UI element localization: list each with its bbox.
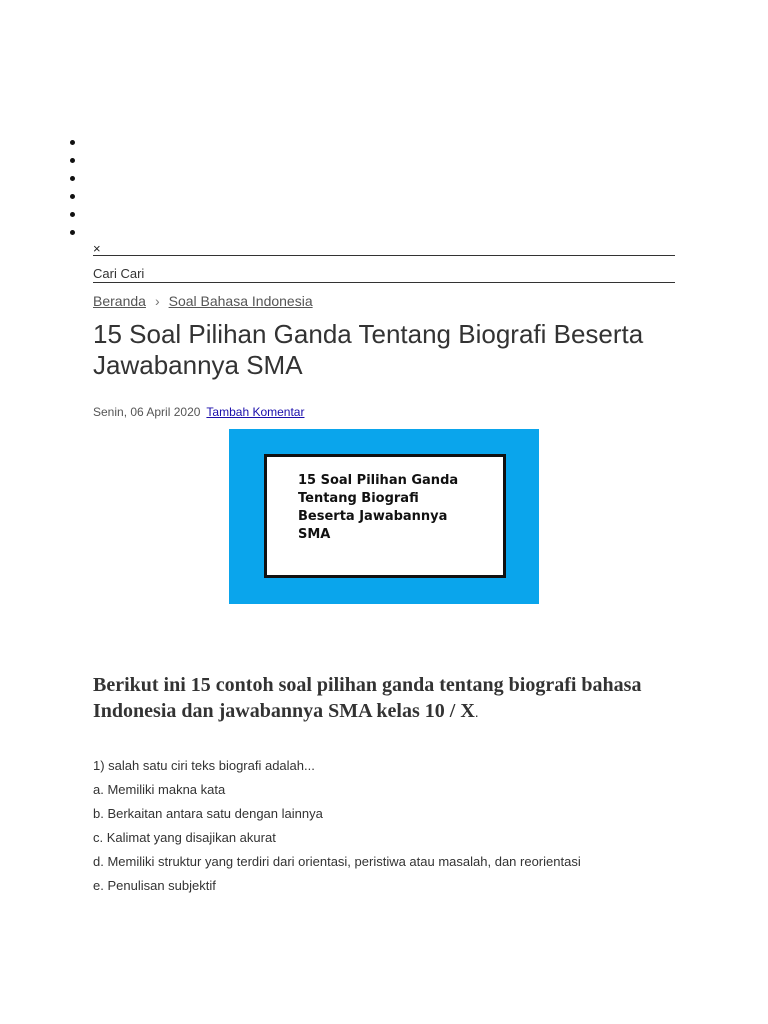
answer-option: c. Kalimat yang disajikan akurat bbox=[93, 830, 276, 845]
thumbnail-line: SMA bbox=[298, 527, 331, 542]
search-label[interactable]: Cari bbox=[93, 266, 117, 281]
question-prompt: 1) salah satu ciri teks biografi adalah... bbox=[93, 758, 315, 773]
thumbnail-line: Beserta Jawabannya bbox=[298, 509, 448, 524]
search-button[interactable]: Cari bbox=[120, 266, 145, 281]
breadcrumb bbox=[93, 292, 313, 310]
thumbnail-line: 15 Soal Pilihan Ganda bbox=[298, 473, 459, 488]
add-comment-link[interactable]: Tambah Komentar bbox=[206, 405, 305, 419]
thumbnail-line: Tentang Biografi bbox=[298, 491, 419, 506]
post-date: Senin, 06 April 2020 bbox=[93, 405, 201, 419]
page-title: 15 Soal Pilihan Ganda Tentang Biografi Beserta Jawabannya SMA bbox=[93, 319, 644, 380]
intro-period: . bbox=[474, 704, 479, 720]
answer-option: e. Penulisan subjektif bbox=[93, 878, 216, 893]
answer-option: b. Berkaitan antara satu dengan lainnya bbox=[93, 806, 323, 821]
search-close-row bbox=[93, 240, 675, 256]
close-icon[interactable]: × bbox=[93, 241, 101, 256]
thumbnail-text bbox=[298, 472, 458, 544]
breadcrumb-home-link[interactable]: Beranda bbox=[93, 293, 146, 309]
answer-option: d. Memiliki struktur yang terdiri dari orientasi, peristiwa atau masalah, dan reorientasi bbox=[93, 854, 581, 869]
answer-option: a. Memiliki makna kata bbox=[93, 782, 226, 797]
thumbnail-card bbox=[264, 454, 506, 578]
question-block bbox=[93, 754, 713, 898]
post-meta bbox=[93, 404, 304, 420]
article-intro bbox=[93, 672, 693, 725]
breadcrumb-category-link[interactable]: Soal Bahasa Indonesia bbox=[168, 293, 313, 309]
search-form bbox=[93, 266, 675, 283]
article-thumbnail bbox=[229, 429, 539, 604]
intro-text: Berikut ini 15 contoh soal pilihan ganda tentang biografi bahasa Indonesia dan jawabannya SMA kelas 10 / X bbox=[93, 674, 642, 722]
chevron-right-icon: › bbox=[154, 293, 160, 309]
